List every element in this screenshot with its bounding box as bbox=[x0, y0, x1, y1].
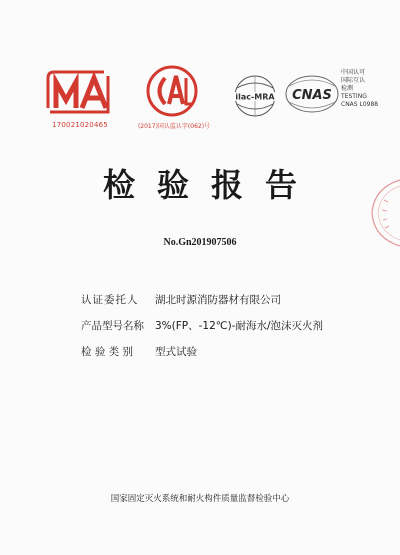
field-label: 检 验 类 别 bbox=[81, 346, 134, 358]
field-value: 湖北时源消防器材有限公司 bbox=[155, 294, 281, 306]
cal-code: (2017)国认监认字(062)号 bbox=[137, 123, 211, 130]
svg-text:CNAS: CNAS bbox=[292, 88, 332, 103]
cnas-accreditation-text bbox=[341, 69, 399, 109]
cnas-line: 中国认可 bbox=[341, 69, 366, 76]
cma-code: 170021020465 bbox=[52, 121, 108, 129]
field-client bbox=[81, 292, 281, 307]
seal-stamp bbox=[366, 178, 400, 248]
cnas-line: TESTING bbox=[341, 93, 367, 100]
report-title: 检验报告 bbox=[102, 166, 319, 204]
field-test-type bbox=[81, 344, 197, 359]
cma-logo bbox=[44, 68, 112, 116]
cnas-line: 检测 bbox=[341, 85, 354, 92]
cal-logo bbox=[145, 64, 199, 118]
cnas-line: 国际互认 bbox=[341, 77, 366, 84]
cnas-logo bbox=[283, 74, 341, 114]
field-label: 产品型号名称 bbox=[81, 320, 144, 332]
issuing-organization: 国家固定灭火系统和耐火构件质量监督检验中心 bbox=[110, 494, 290, 504]
cnas-line: CNAS L0988 bbox=[341, 101, 379, 108]
field-value: 3%(FP、-12℃)-耐海水/泡沫灭火剂 bbox=[155, 320, 323, 332]
report-number: No.Gn201907506 bbox=[163, 237, 237, 248]
field-label: 认证委托人 bbox=[81, 294, 139, 306]
field-product bbox=[81, 318, 323, 333]
ilac-mra-logo bbox=[226, 74, 284, 118]
svg-text:ilac-MRA: ilac-MRA bbox=[235, 92, 275, 102]
field-value: 型式试验 bbox=[155, 346, 197, 358]
